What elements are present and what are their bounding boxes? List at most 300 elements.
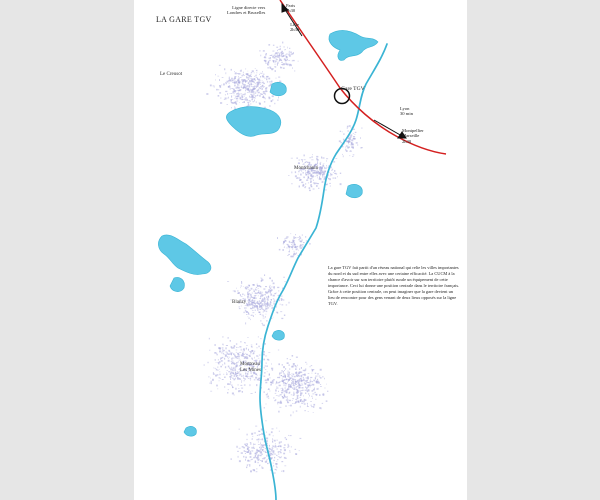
urban-block xyxy=(224,363,225,364)
urban-block xyxy=(283,243,284,244)
urban-block xyxy=(263,82,264,84)
urban-block xyxy=(326,184,328,186)
urban-block xyxy=(251,86,252,87)
urban-block xyxy=(265,382,267,384)
urban-block xyxy=(292,373,293,374)
urban-block xyxy=(296,372,297,374)
urban-block xyxy=(288,376,290,377)
urban-block xyxy=(270,285,271,287)
urban-block xyxy=(270,449,271,450)
urban-block xyxy=(268,352,270,353)
urban-block xyxy=(222,347,224,348)
urban-block xyxy=(253,312,255,313)
urban-block xyxy=(243,376,244,377)
urban-block xyxy=(231,102,233,103)
urban-block xyxy=(307,406,309,407)
urban-block xyxy=(268,448,270,449)
urban-block xyxy=(257,293,258,294)
urban-block xyxy=(251,99,253,100)
urban-block xyxy=(307,385,309,386)
urban-block xyxy=(274,446,276,448)
urban-block xyxy=(317,379,318,380)
urban-block xyxy=(308,393,309,395)
urban-block xyxy=(234,394,235,395)
urban-block xyxy=(262,292,263,293)
urban-block xyxy=(280,67,281,69)
urban-block xyxy=(349,137,351,138)
urban-block xyxy=(221,352,222,353)
urban-block xyxy=(289,392,290,394)
urban-block xyxy=(350,134,352,135)
urban-block xyxy=(256,355,257,357)
urban-block xyxy=(211,381,212,383)
urban-block xyxy=(256,287,257,288)
urban-block xyxy=(321,162,322,163)
urban-block xyxy=(272,51,274,52)
urban-block xyxy=(250,301,252,302)
urban-block xyxy=(312,384,313,386)
urban-block xyxy=(323,393,325,394)
urban-block xyxy=(284,376,286,378)
urban-block xyxy=(264,57,266,58)
urban-block xyxy=(322,176,323,177)
urban-block xyxy=(278,52,279,53)
urban-block xyxy=(255,392,256,393)
urban-block xyxy=(245,311,247,312)
urban-block xyxy=(275,293,276,294)
urban-block xyxy=(251,315,252,316)
urban-block xyxy=(217,370,219,371)
urban-block xyxy=(291,447,292,448)
urban-block xyxy=(256,439,258,440)
urban-block xyxy=(254,86,256,88)
urban-block xyxy=(214,352,216,354)
urban-block xyxy=(246,443,248,444)
urban-block xyxy=(249,286,250,287)
urban-block xyxy=(270,85,271,87)
lake-creusot-2 xyxy=(270,82,286,95)
urban-block xyxy=(260,443,261,445)
urban-block xyxy=(255,80,256,81)
urban-block xyxy=(240,385,242,386)
urban-block xyxy=(301,244,302,245)
urban-block xyxy=(245,343,246,344)
urban-block xyxy=(223,353,224,354)
urban-block xyxy=(221,85,222,86)
urban-block xyxy=(274,103,275,104)
urban-block xyxy=(282,249,284,251)
urban-block xyxy=(216,89,218,91)
urban-block xyxy=(258,79,259,80)
urban-block xyxy=(347,126,349,128)
urban-block xyxy=(262,295,263,297)
urban-block xyxy=(287,64,289,66)
urban-block xyxy=(300,174,302,176)
urban-block xyxy=(288,60,290,61)
urban-block xyxy=(297,386,298,387)
urban-block xyxy=(261,448,262,449)
urban-block xyxy=(291,366,293,368)
urban-block xyxy=(251,393,253,394)
urban-block xyxy=(250,384,251,386)
urban-block xyxy=(272,447,274,449)
urban-block xyxy=(302,385,303,386)
urban-block xyxy=(299,376,300,377)
urban-block xyxy=(234,368,236,369)
urban-block xyxy=(254,297,256,299)
urban-block xyxy=(283,470,285,472)
urban-block xyxy=(312,172,314,173)
urban-block xyxy=(311,373,312,374)
urban-block xyxy=(296,400,297,401)
urban-block xyxy=(318,188,319,189)
urban-block xyxy=(228,337,229,338)
urban-block xyxy=(298,61,299,62)
urban-block xyxy=(257,72,258,73)
urban-block xyxy=(249,465,250,467)
urban-block xyxy=(240,77,242,78)
urban-block xyxy=(226,72,227,74)
urban-block xyxy=(361,148,362,149)
urban-block xyxy=(241,285,242,286)
urban-block xyxy=(270,384,272,386)
urban-block xyxy=(291,246,293,248)
urban-block xyxy=(229,77,230,78)
urban-block xyxy=(217,76,219,77)
urban-block xyxy=(267,298,269,300)
urban-block xyxy=(260,320,261,321)
urban-block xyxy=(310,184,311,186)
urban-block xyxy=(218,347,220,349)
urban-block xyxy=(277,388,279,389)
urban-block xyxy=(267,304,269,306)
urban-block xyxy=(247,448,249,449)
urban-block xyxy=(260,348,261,349)
urban-block xyxy=(277,64,278,66)
urban-block xyxy=(297,389,298,391)
urban-block xyxy=(355,132,357,133)
urban-block xyxy=(286,236,288,237)
urban-block xyxy=(257,309,258,311)
urban-block xyxy=(252,310,254,311)
urban-block xyxy=(252,459,253,460)
urban-block xyxy=(278,446,279,448)
urban-block xyxy=(257,375,258,376)
urban-block xyxy=(257,90,258,92)
urban-block xyxy=(250,442,252,443)
urban-block xyxy=(263,359,265,361)
urban-block xyxy=(298,381,300,383)
urban-block xyxy=(318,382,320,384)
urban-block xyxy=(219,351,221,353)
urban-block xyxy=(216,369,217,371)
urban-block xyxy=(313,412,314,413)
urban-block xyxy=(269,303,271,305)
urban-block xyxy=(208,362,209,363)
urban-block xyxy=(285,59,287,61)
urban-block xyxy=(269,277,271,279)
urban-block xyxy=(260,87,262,88)
urban-block xyxy=(232,378,233,379)
urban-block xyxy=(319,168,320,170)
urban-block xyxy=(231,458,232,459)
urban-block xyxy=(242,102,243,103)
urban-block xyxy=(334,170,335,172)
urban-block xyxy=(330,186,331,187)
urban-block xyxy=(300,390,301,391)
description-block xyxy=(328,265,460,307)
urban-block xyxy=(308,162,310,163)
urban-block xyxy=(285,238,286,240)
urban-block xyxy=(287,374,289,376)
urban-block xyxy=(321,408,322,410)
urban-block xyxy=(254,73,255,74)
urban-block xyxy=(262,324,263,326)
urban-block xyxy=(239,390,241,391)
urban-block xyxy=(273,283,275,285)
urban-block xyxy=(264,107,266,108)
urban-block xyxy=(303,374,305,375)
urban-block xyxy=(260,434,261,435)
urban-block xyxy=(224,354,225,355)
urban-block xyxy=(275,61,277,62)
urban-block xyxy=(252,448,253,449)
urban-block xyxy=(318,388,319,390)
urban-block xyxy=(248,376,249,377)
urban-block xyxy=(302,390,304,391)
urban-block xyxy=(281,55,282,57)
urban-block xyxy=(251,72,252,73)
urban-block xyxy=(336,174,338,175)
urban-block xyxy=(307,403,308,404)
urban-block xyxy=(274,286,275,288)
urban-block xyxy=(310,181,312,183)
urban-block xyxy=(342,154,343,155)
urban-block xyxy=(227,353,228,355)
urban-block xyxy=(293,237,295,239)
place-le-creusot: Le Creusot xyxy=(160,72,183,77)
urban-block xyxy=(284,246,285,247)
urban-block xyxy=(257,455,259,457)
urban-block xyxy=(250,97,251,98)
urban-block xyxy=(313,189,315,190)
urban-block xyxy=(333,172,334,173)
urban-block xyxy=(234,95,235,96)
urban-block xyxy=(264,351,266,353)
urban-block xyxy=(250,94,252,95)
urban-block xyxy=(231,107,232,108)
urban-block xyxy=(263,86,265,87)
urban-block xyxy=(247,434,248,436)
urban-block xyxy=(250,470,252,472)
urban-block xyxy=(321,182,322,183)
lake-north xyxy=(329,30,378,60)
urban-block xyxy=(294,242,295,243)
urban-block xyxy=(289,377,290,378)
urban-block xyxy=(258,439,260,441)
urban-block xyxy=(300,393,302,394)
urban-block xyxy=(269,61,271,62)
urban-block xyxy=(247,337,248,338)
urban-block xyxy=(243,84,244,85)
urban-block xyxy=(221,360,223,362)
urban-block xyxy=(264,294,265,295)
urban-block xyxy=(234,85,236,87)
urban-block xyxy=(209,383,210,384)
urban-block xyxy=(274,473,276,474)
urban-block xyxy=(353,129,355,130)
urban-block xyxy=(231,369,233,370)
urban-block xyxy=(315,394,317,396)
urban-block xyxy=(245,294,246,296)
urban-block xyxy=(274,303,275,304)
urban-block xyxy=(293,236,295,237)
urban-block xyxy=(239,308,241,309)
urban-block xyxy=(353,147,354,149)
urban-block xyxy=(302,244,304,245)
urban-block xyxy=(254,357,255,359)
urban-block xyxy=(280,381,281,382)
urban-block xyxy=(290,452,291,453)
urban-block xyxy=(297,237,299,238)
urban-block xyxy=(309,187,311,189)
urban-block xyxy=(328,178,329,179)
urban-block xyxy=(235,363,236,364)
urban-block xyxy=(256,101,257,103)
urban-block xyxy=(293,411,294,413)
urban-block xyxy=(243,74,244,75)
urban-block xyxy=(222,344,223,345)
urban-block xyxy=(316,159,318,160)
urban-block xyxy=(291,375,293,376)
urban-block xyxy=(267,67,269,68)
urban-block xyxy=(243,447,245,449)
urban-block xyxy=(290,435,292,436)
urban-block xyxy=(284,50,285,51)
urban-block xyxy=(257,301,259,302)
urban-block xyxy=(307,404,308,406)
urban-block xyxy=(256,348,258,349)
urban-block xyxy=(265,369,266,370)
urban-block xyxy=(219,372,220,373)
urban-block xyxy=(282,380,283,381)
urban-block xyxy=(261,306,262,307)
urban-block xyxy=(265,314,266,315)
urban-block xyxy=(266,76,268,77)
urban-block xyxy=(353,138,354,140)
urban-block xyxy=(254,100,255,102)
urban-block xyxy=(219,92,221,93)
urban-block xyxy=(300,378,302,379)
urban-block xyxy=(254,444,256,445)
urban-block xyxy=(268,296,269,298)
urban-block xyxy=(245,69,246,70)
urban-block xyxy=(236,362,237,364)
urban-block xyxy=(284,55,285,56)
urban-block xyxy=(279,407,281,408)
urban-block xyxy=(280,59,281,61)
urban-block xyxy=(303,184,305,186)
urban-block xyxy=(259,74,260,75)
urban-block xyxy=(239,346,241,347)
urban-block xyxy=(262,85,263,87)
urban-block xyxy=(254,92,255,94)
urban-block xyxy=(265,356,267,357)
lake-montchanin xyxy=(346,184,362,197)
urban-block xyxy=(265,420,266,421)
urban-block xyxy=(268,389,270,390)
urban-block xyxy=(265,54,267,55)
urban-block xyxy=(305,386,306,388)
urban-block xyxy=(320,178,322,179)
urban-block xyxy=(264,101,265,102)
urban-block xyxy=(347,141,349,142)
urban-block xyxy=(323,157,325,158)
urban-block xyxy=(302,374,303,375)
urban-block xyxy=(225,366,226,368)
urban-block xyxy=(260,455,262,456)
urban-block xyxy=(259,434,260,436)
urban-block xyxy=(289,379,290,381)
urban-block xyxy=(292,403,293,404)
urban-block xyxy=(278,456,280,457)
urban-block xyxy=(297,396,298,397)
urban-block xyxy=(276,382,278,384)
urban-block xyxy=(275,443,276,444)
urban-block xyxy=(282,42,283,44)
urban-block xyxy=(238,356,240,358)
urban-block xyxy=(284,384,285,386)
urban-block xyxy=(241,380,242,381)
urban-block xyxy=(238,456,239,458)
urban-block xyxy=(217,389,218,390)
urban-block xyxy=(248,103,249,105)
urban-block xyxy=(310,172,311,173)
urban-block xyxy=(229,85,230,86)
urban-block xyxy=(277,50,278,51)
urban-block xyxy=(234,375,236,377)
urban-block xyxy=(288,365,290,366)
urban-block xyxy=(263,300,264,301)
urban-block xyxy=(245,80,247,82)
urban-block xyxy=(253,443,254,445)
urban-block xyxy=(278,454,279,455)
urban-block xyxy=(251,433,253,435)
urban-block xyxy=(311,186,312,187)
urban-block xyxy=(254,296,256,297)
urban-block xyxy=(284,444,286,445)
urban-block xyxy=(251,304,252,305)
urban-block xyxy=(309,243,311,244)
urban-block xyxy=(256,75,257,77)
urban-block xyxy=(270,293,271,294)
urban-block xyxy=(288,444,289,446)
urban-block xyxy=(295,453,297,455)
urban-block xyxy=(323,394,324,396)
urban-block xyxy=(276,455,277,456)
urban-block xyxy=(281,296,283,297)
urban-block xyxy=(284,241,285,243)
urban-block xyxy=(285,385,286,386)
urban-block xyxy=(280,394,282,395)
urban-block xyxy=(289,56,290,57)
urban-block xyxy=(320,377,321,379)
urban-block xyxy=(261,88,263,90)
urban-block xyxy=(264,303,266,304)
urban-block xyxy=(251,309,253,310)
urban-block xyxy=(238,76,239,78)
urban-block xyxy=(245,353,246,354)
